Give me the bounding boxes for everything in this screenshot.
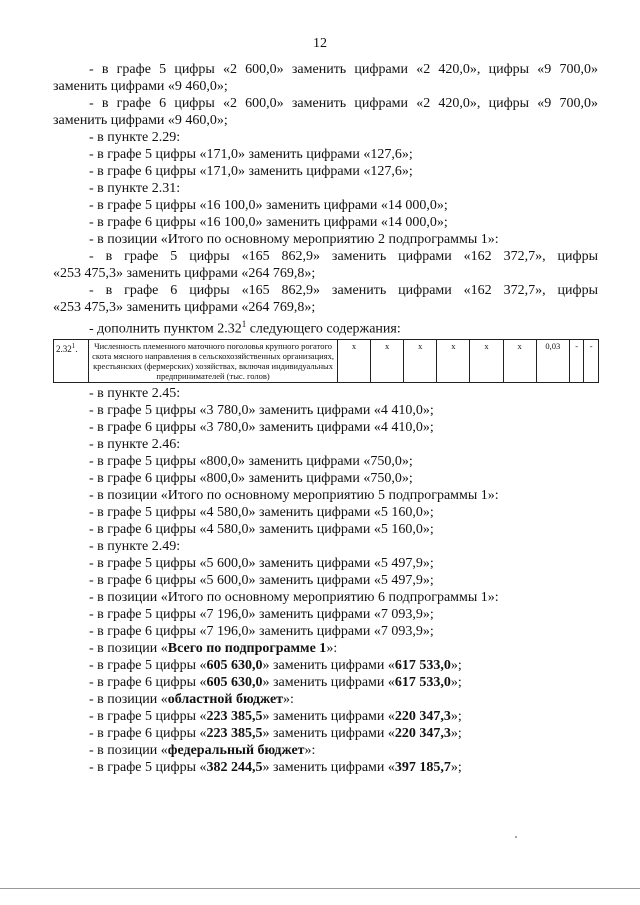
text-run: »; [450, 657, 462, 673]
paragraph-line [53, 657, 598, 674]
bold-text: областной бюджет [167, 691, 284, 707]
table-cell: - [569, 339, 584, 382]
paragraph-line [53, 759, 598, 776]
paragraph-line: - в пункте 2.49: [89, 538, 181, 554]
bold-text: 617 533,0 [394, 657, 451, 673]
paragraph-line: заменить цифрами «9 460,0»; [53, 113, 228, 128]
paragraph-line: - в графе 6 цифры «171,0» заменить цифрами «127,6»; [89, 164, 413, 179]
bold-text: 605 630,0 [206, 674, 263, 690]
paragraph-line: - в графе 5 цифры «171,0» заменить цифрами «127,6»; [89, 147, 413, 162]
scan-edge-line [0, 888, 640, 889]
row-number-cell [54, 339, 89, 382]
paragraph-line: - в графе 6 цифры «800,0» заменить цифрами «750,0»; [89, 470, 413, 486]
text-run: - в позиции « [89, 640, 168, 656]
bold-text: 382 244,5 [206, 759, 263, 775]
text-run: » заменить цифрами « [262, 759, 395, 775]
text-run: »: [304, 742, 316, 758]
text-run: » заменить цифрами « [262, 708, 395, 724]
bold-text: 223 385,5 [206, 708, 263, 724]
text-run: - в позиции « [89, 742, 168, 758]
text-run: - в позиции « [89, 691, 168, 707]
paragraph-line [53, 725, 598, 742]
paragraph-line: - в графе 6 цифры «5 600,0» заменить цифрами «5 497,9»; [89, 572, 434, 588]
scan-speck [515, 836, 517, 838]
paragraph-line: заменить цифрами «9 460,0»; [53, 79, 228, 94]
paragraph-line: - в графе 6 цифры «3 780,0» заменить цифрами «4 410,0»; [89, 419, 434, 435]
inserted-row-table [53, 339, 599, 383]
row-number-suffix: . [75, 343, 78, 354]
text-run: » заменить цифрами « [262, 725, 395, 741]
table-cell: х [371, 339, 404, 382]
table-cell: - [584, 339, 599, 382]
row-description: Численность племенного маточного поголовья крупного рогатого скота мясного направления в сельскохозяйственных организациях, крестьянских (фермерских) хозяйствах, включая индивидуальных предпринимателей (тыс. голов) [89, 339, 338, 382]
paragraph-line [53, 316, 598, 338]
superscript: 1 [71, 341, 76, 350]
paragraph-line: - в графе 6 цифры «7 196,0» заменить цифрами «7 093,9»; [89, 623, 434, 639]
page-number: 12 [313, 36, 327, 51]
paragraph-line: - в графе 5 цифры «165 862,9» заменить цифрами «162 372,7», цифры [89, 249, 598, 264]
bold-text: 617 533,0 [394, 674, 451, 690]
paragraph-line: - в позиции «Итого по основному мероприятию 6 подпрограммы 1»: [89, 589, 499, 605]
text-run: »; [450, 708, 462, 724]
bold-text: 223 385,5 [206, 725, 263, 741]
paragraph-line: - в графе 5 цифры «16 100,0» заменить цифрами «14 000,0»; [89, 198, 448, 213]
text-run: - в графе 5 цифры « [89, 657, 207, 673]
bold-text: 220 347,3 [394, 725, 451, 741]
table-cell: 0,03 [536, 339, 569, 382]
superscript: 1 [241, 319, 247, 329]
text-run: - в графе 5 цифры « [89, 759, 207, 775]
text-run: - в графе 6 цифры « [89, 674, 207, 690]
paragraph-line [53, 742, 598, 759]
paragraph-line: - в графе 5 цифры «800,0» заменить цифрами «750,0»; [89, 453, 413, 469]
paragraph-line: - в графе 5 цифры «5 600,0» заменить цифрами «5 497,9»; [89, 555, 434, 571]
text-run: »: [326, 640, 338, 656]
text-run: » заменить цифрами « [262, 657, 395, 673]
text-run: »; [450, 725, 462, 741]
text-run: » заменить цифрами « [262, 674, 395, 690]
paragraph-line: - в графе 6 цифры «4 580,0» заменить цифрами «5 160,0»; [89, 521, 434, 537]
table-cell: х [470, 339, 503, 382]
bold-text: 220 347,3 [394, 708, 451, 724]
paragraph-line: - в пункте 2.31: [89, 181, 181, 196]
table-cell: х [337, 339, 370, 382]
bold-text: Всего по подпрограмме 1 [167, 640, 327, 656]
paragraph-line: «253 475,3» заменить цифрами «264 769,8»; [53, 300, 316, 315]
text-run: следующего содержания: [246, 321, 401, 337]
paragraph-line: - в пункте 2.46: [89, 436, 181, 452]
paragraph-line [53, 640, 598, 657]
paragraph-line [53, 674, 598, 691]
paragraph-line: - в графе 5 цифры «2 600,0» заменить цифрами «2 420,0», цифры «9 700,0» [89, 62, 598, 77]
paragraph-line: - в графе 6 цифры «16 100,0» заменить цифрами «14 000,0»; [89, 215, 448, 230]
table-cell: х [404, 339, 437, 382]
paragraph-line: - в графе 5 цифры «7 196,0» заменить цифрами «7 093,9»; [89, 606, 434, 622]
paragraph-line: - в графе 5 цифры «4 580,0» заменить цифрами «5 160,0»; [89, 504, 434, 520]
paragraph-line: - в позиции «Итого по основному мероприятию 2 подпрограммы 1»: [89, 232, 499, 247]
bold-text: федеральный бюджет [167, 742, 305, 758]
document-body [53, 61, 598, 776]
paragraph-line: - в графе 5 цифры «3 780,0» заменить цифрами «4 410,0»; [89, 402, 434, 418]
paragraph-line: «253 475,3» заменить цифрами «264 769,8»; [53, 266, 316, 281]
bold-text: 605 630,0 [206, 657, 263, 673]
paragraph-line: - в графе 6 цифры «165 862,9» заменить цифрами «162 372,7», цифры [89, 283, 598, 298]
table-cell: х [437, 339, 470, 382]
bold-text: 397 185,7 [394, 759, 451, 775]
table-cell: х [503, 339, 536, 382]
text-run: »; [450, 759, 462, 775]
paragraph-line: - в графе 6 цифры «2 600,0» заменить цифрами «2 420,0», цифры «9 700,0» [89, 96, 598, 111]
text-run: - в графе 6 цифры « [89, 725, 207, 741]
text-run: »: [283, 691, 294, 707]
text-run: - в графе 5 цифры « [89, 708, 207, 724]
text-run: »; [450, 674, 462, 690]
text-run: - дополнить пунктом 2.32 [89, 321, 242, 337]
paragraph-line [53, 708, 598, 725]
paragraph-line [53, 691, 598, 708]
paragraph-line: - в пункте 2.29: [89, 130, 181, 145]
paragraph-line: - в пункте 2.45: [89, 385, 181, 401]
row-number: 2.32 [56, 343, 72, 354]
table-row [54, 339, 599, 382]
paragraph-line: - в позиции «Итого по основному мероприятию 5 подпрограммы 1»: [89, 487, 499, 503]
